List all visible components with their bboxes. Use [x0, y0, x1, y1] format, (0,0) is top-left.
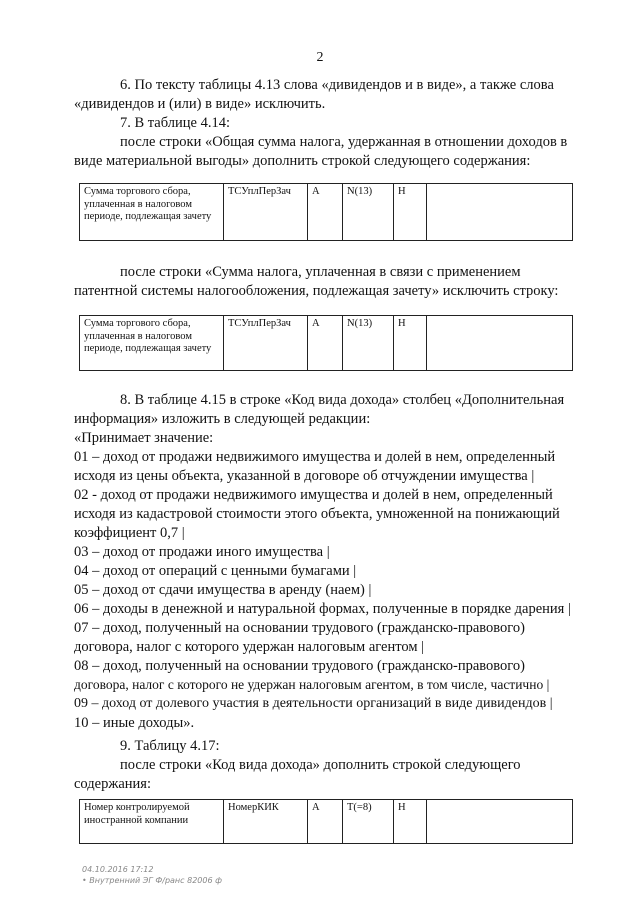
p8-list-line: исходя из цены объекта, указанной в договоре об отчуждении имущества | [74, 468, 535, 484]
cell-code: ТСУплПерЗач [224, 184, 308, 241]
p8-list-line: 04 – доход от операций с ценными бумагами | [74, 563, 357, 579]
p6-line1: 6. По тексту таблицы 4.13 слова «дивидендов и в виде», а также слова [120, 77, 554, 93]
cell-type: А [308, 316, 343, 371]
p8-list-line: 05 – доход от сдачи имущества в аренду (наем) | [74, 582, 372, 598]
cell-name: Сумма торгового сбора, уплаченная в налоговом периоде, подлежащая зачету [80, 316, 224, 371]
p9-heading: 9. Таблицу 4.17: [120, 738, 220, 754]
p8-list-line: 03 – доход от продажи иного имущества | [74, 544, 330, 560]
table-row [80, 184, 573, 241]
cell-required: Н [394, 800, 427, 844]
table-row [80, 800, 573, 844]
table-remove-trade-fee [79, 315, 573, 371]
cell-format: N(13) [343, 184, 394, 241]
cell-name: Номер контролируемой иностранной компании [80, 800, 224, 844]
cell-type: А [308, 800, 343, 844]
p7-a-line2: виде материальной выгоды» дополнить строкой следующего содержания: [74, 153, 531, 169]
p7-b-line2: патентной системы налогообложения, подлежащая зачету» исключить строку: [74, 283, 559, 299]
cell-code: ТСУплПерЗач [224, 316, 308, 371]
p8-line1: 8. В таблице 4.15 в строке «Код вида дохода» столбец «Дополнительная [120, 392, 565, 408]
p9-line1: после строки «Код вида дохода» дополнить строкой следующего [120, 757, 521, 773]
p8-list-line: 01 – доход от продажи недвижимого имущества и долей в нем, определенный [74, 449, 556, 465]
table-insert-trade-fee [79, 183, 573, 241]
cell-required: Н [394, 316, 427, 371]
cell-format: N(13) [343, 316, 394, 371]
p8-line2: информация» изложить в следующей редакции: [74, 411, 371, 427]
p8-list-line: 02 - доход от продажи недвижимого имущества и долей в нем, определенный [74, 487, 553, 503]
page-number: 2 [316, 50, 324, 65]
p9-line2: содержания: [74, 776, 152, 792]
p8-list-line: 07 – доход, полученный на основании трудового (гражданско-правового) [74, 620, 525, 636]
table-insert-cfc-number [79, 799, 573, 844]
p8-list-line: исходя из кадастровой стоимости этого объекта, умноженной на понижающий [74, 506, 560, 522]
cell-code: НомерКИК [224, 800, 308, 844]
cell-name: Сумма торгового сбора, уплаченная в налоговом периоде, подлежащая зачету [80, 184, 224, 241]
cell-info [427, 316, 573, 371]
p8-list-line: договора, налог с которого удержан налоговым агентом | [74, 639, 425, 655]
p7-b-line1: после строки «Сумма налога, уплаченная в связи с применением [120, 264, 521, 280]
p8-list-line: 10 – иные доходы». [74, 715, 195, 731]
p8-list-line: договора, налог с которого не удержан налоговым агентом, в том числе, частично | [74, 677, 550, 692]
p8-list-line: 08 – доход, полученный на основании трудового (гражданско-правового) [74, 658, 525, 674]
p7-heading: 7. В таблице 4.14: [120, 115, 230, 131]
cell-info [427, 800, 573, 844]
cell-format: T(=8) [343, 800, 394, 844]
p8-list-line: 06 – доходы в денежной и натуральной формах, полученные в порядке дарения | [74, 601, 571, 617]
footer-doc-id: • Внутренний ЭГ Ф/ранс 82006 ф [82, 876, 222, 885]
p8-list-line: 09 – доход от долевого участия в деятельности организаций в виде дивидендов | [74, 696, 553, 711]
cell-required: Н [394, 184, 427, 241]
footer-timestamp: 04.10.2016 17:12 [82, 865, 154, 874]
table-row [80, 316, 573, 371]
p7-a-line1: после строки «Общая сумма налога, удержанная в отношении доходов в [120, 134, 568, 150]
cell-info [427, 184, 573, 241]
p8-list-line: «Принимает значение: [74, 430, 214, 446]
p8-list-line: коэффициент 0,7 | [74, 525, 185, 541]
cell-type: А [308, 184, 343, 241]
p6-line2: «дивидендов и (или) в виде» исключить. [74, 96, 326, 112]
